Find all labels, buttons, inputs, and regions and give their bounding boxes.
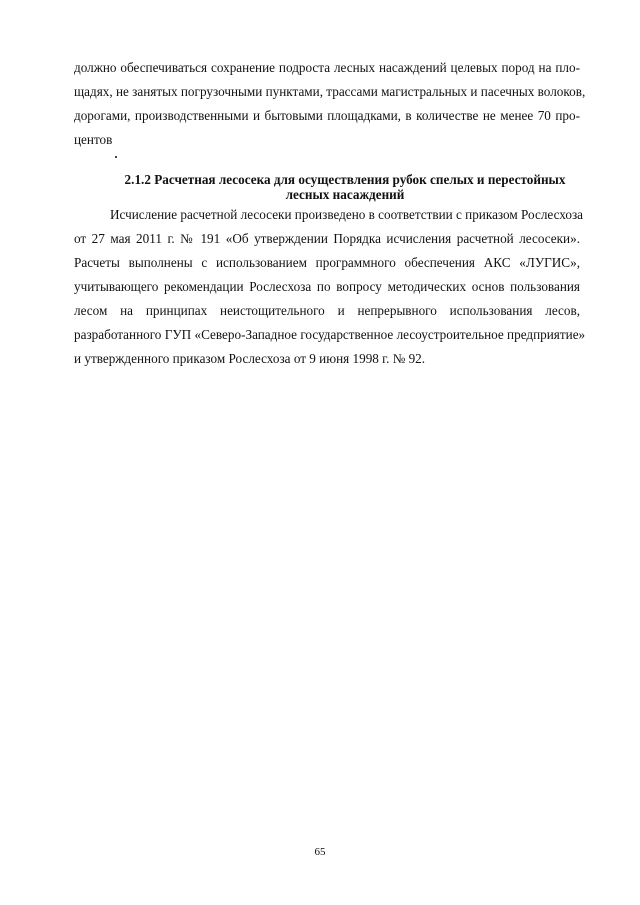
paragraph-line: Расчеты выполнены с использованием программного обеспечения АКС «ЛУГИС», (74, 255, 580, 270)
page-number: 65 (314, 846, 326, 858)
text-line: должно обеспечиваться сохранение подроста лесных насаждений целевых пород на пло- (74, 60, 580, 75)
paragraph-line: учитывающего рекомендации Рослесхоза по вопросу методических основ пользования (74, 279, 580, 294)
paragraph-line: разработанного ГУП «Северо-Западное государственное лесоустроительное предприятие» (74, 327, 586, 342)
text-line: щадях, не занятых погрузочными пунктами, трассами магистральных и пасечных волоков, (74, 84, 586, 99)
stray-mark (115, 156, 117, 158)
section-heading: 2.1.2 Расчетная лесосека для осуществления рубок спелых и перестойных (124, 172, 566, 187)
paragraph-line: и утвержденного приказом Рослесхоза от 9 июня 1998 г. № 92. (74, 351, 426, 366)
paragraph-line: Исчисление расчетной лесосеки произведено в соответствии с приказом Рослесхоза (110, 207, 584, 222)
text-line: дорогами, производственными и бытовыми площадками, в количестве не менее 70 про- (74, 108, 580, 123)
text-line: центов (74, 132, 113, 147)
section-heading-continued: лесных насаждений (285, 187, 405, 202)
paragraph-line: лесом на принципах неистощительного и непрерывного использования лесов, (74, 303, 580, 318)
paragraph-line: от 27 мая 2011 г. № 191 «Об утверждении Порядка исчисления расчетной лесосеки». (74, 231, 580, 246)
